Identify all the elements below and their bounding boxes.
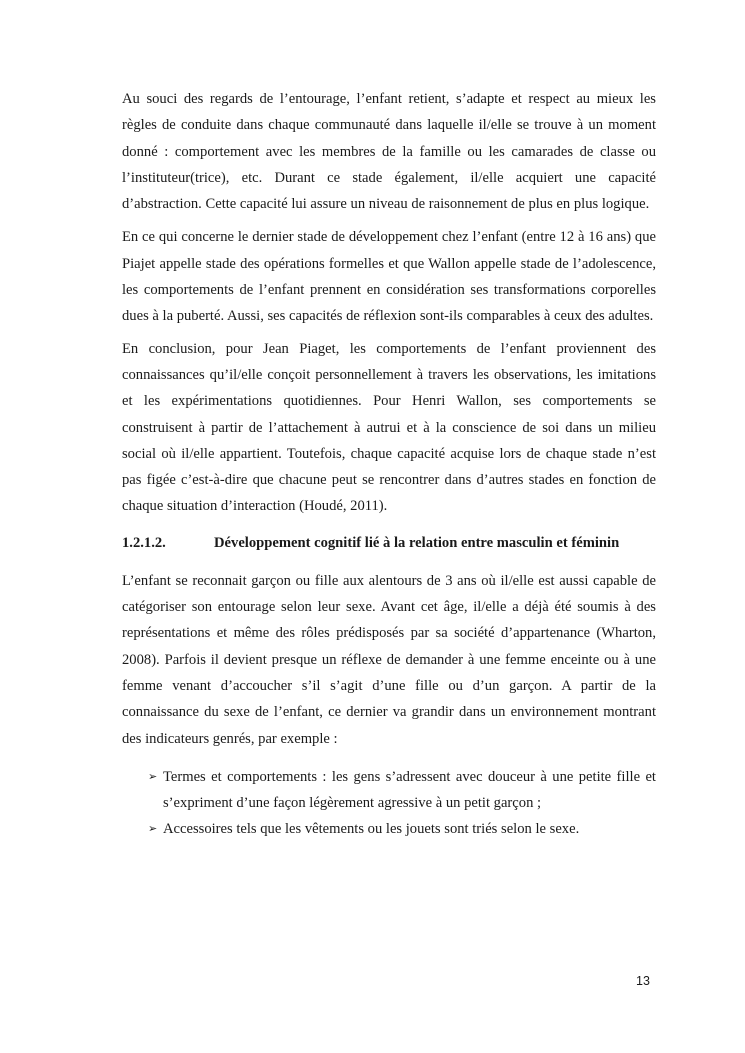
section-heading: [122, 530, 656, 556]
paragraph-2: En ce qui concerne le dernier stade de développement chez l’enfant (entre 12 à 16 ans) que Piajet appelle stade des opérations formelles et que Wallon appelle stade de l’adolescence, les comportements de l’enfant prennent en considération ses transformations corporelles dues à la puberté. Aussi, ses capacités de réflexion sont-ils comparables à ceux des adultes.: [122, 229, 656, 325]
arrow-bullet-icon: ➢: [148, 822, 158, 836]
section-number: 1.2.1.2.: [122, 534, 166, 551]
list-item-text: Accessoires tels que les vêtements ou les jouets sont triés selon le sexe.: [163, 821, 580, 838]
arrow-bullet-icon: ➢: [148, 769, 158, 783]
paragraph-4: L’enfant se reconnait garçon ou fille aux alentours de 3 ans où il/elle est aussi capable de catégoriser son entourage selon leur sexe. Avant cet âge, il/elle a déjà été soumis à des représentations et même des rôles prédisposés par sa société d’appartenance (Wharton, 2008). Parfois il devient presque un réflexe de demander à une femme enceinte ou à une femme venant d’accoucher s’il s’agit d’une fille ou d’un garçon. A partir de la connaissance du sexe de l’enfant, ce dernier va grandir dans un environnement montrant des indicateurs genrés, par exemple :: [122, 572, 656, 747]
page-number: 13: [636, 974, 650, 988]
bullet-list: [122, 764, 656, 843]
document-page: [122, 86, 656, 843]
paragraph-1: Au souci des regards de l’entourage, l’enfant retient, s’adapte et respect au mieux les règles de conduite dans chaque communauté dans laquelle il/elle se trouve à un moment donné : comportement avec les membres de la famille ou les camarades de classe ou l’instituteur(trice), etc. Durant ce stade également, il/elle acquiert une capacité d’abstraction. Cette capacité lui assure un niveau de raisonnement de plus en plus logique.: [122, 91, 656, 213]
paragraph-3: En conclusion, pour Jean Piaget, les comportements de l’enfant proviennent des connaissances qu’il/elle conçoit personnellement à travers les observations, les imitations et les expérimentations quotidiennes. Pour Henri Wallon, ses comportements se construisent à partir de l’attachement à autrui et à la conscience de soi dans un milieu social où il/elle appartient. Toutefois, chaque capacité acquise lors de chaque stade n’est pas figée c’est-à-dire que chacune peut se rencontrer dans d’autres stades en fonction de chaque situation d’interaction (Houdé, 2011).: [122, 340, 656, 515]
section-title: Développement cognitif lié à la relation entre masculin et féminin: [214, 534, 620, 551]
list-item: [148, 764, 656, 817]
list-item: [148, 816, 656, 842]
list-item-text: Termes et comportements : les gens s’adressent avec douceur à une petite fille et s’expriment d’une façon légèrement agressive à un petit garçon ;: [163, 768, 656, 812]
